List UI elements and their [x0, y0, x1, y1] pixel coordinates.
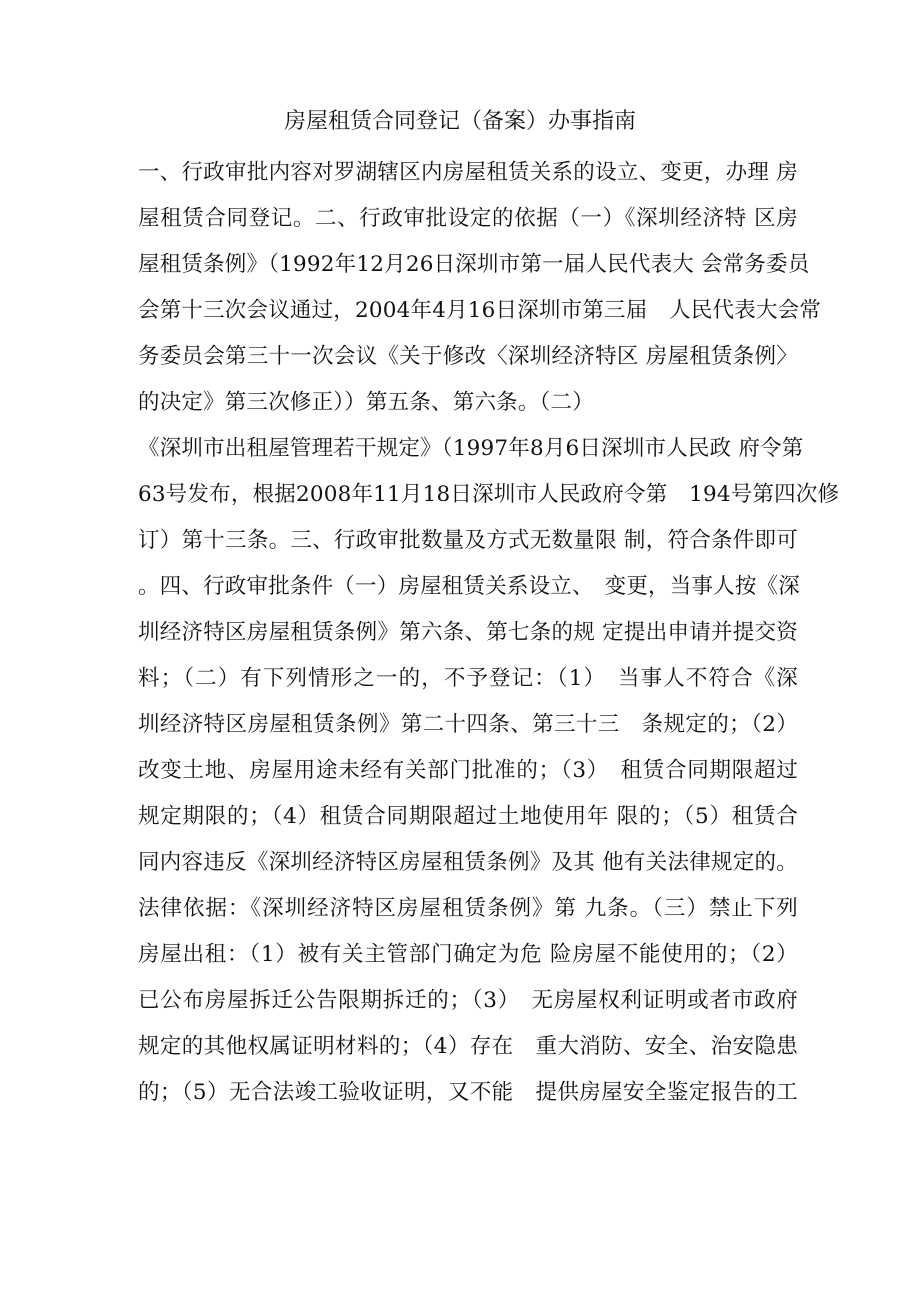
body-line: 屋租赁合同登记。二、行政审批设定的依据（一）《深圳经济特 区房 [138, 206, 798, 231]
body-line: 已公布房屋拆迁公告限期拆迁的；（3） 无房屋权利证明或者市政府 [138, 988, 798, 1013]
body-line: 圳经济特区房屋租赁条例》第六条、第七条的规 定提出申请并提交资 [138, 620, 798, 645]
body-line: 法律依据：《深圳经济特区房屋租赁条例》第 九条。（三）禁止下列 [138, 896, 798, 921]
body-line: 规定期限的；（4）租赁合同期限超过土地使用年 限的；（5）租赁合 [138, 804, 798, 829]
body-line: 《深圳市出租屋管理若干规定》（1997年8月6日深圳市人民政 府令第 [138, 436, 804, 461]
body-line: 房屋出租：（1）被有关主管部门确定为危 险房屋不能使用的；（2） [138, 942, 798, 967]
body-line: 务委员会第三十一次会议《关于修改〈深圳经济特区 房屋租赁条例〉 [138, 344, 798, 369]
body-line: 会第十三次会议通过，2004年4月16日深圳市第三届 人民代表大会常 [138, 298, 822, 323]
document-body [138, 150, 840, 1116]
body-line: 的；（5）无合法竣工验收证明，又不能 提供房屋安全鉴定报告的工 [138, 1080, 798, 1105]
body-line: 的决定》第三次修正））第五条、第六条。（二） [138, 390, 594, 415]
body-line: 63号发布，根据2008年11月18日深圳市人民政府令第 194号第四次修 [138, 482, 840, 507]
body-line: 屋租赁条例》（1992年12月26日深圳市第一届人民代表大 会常务委员 [138, 252, 810, 277]
body-line: 圳经济特区房屋租赁条例》第二十四条、第三十三 条规定的；（2） [138, 712, 798, 737]
body-line: 订）第十三条。三、行政审批数量及方式无数量限 制，符合条件即可 [138, 528, 798, 553]
body-line: 同内容违反《深圳经济特区房屋租赁条例》及其 他有关法律规定的。 [138, 850, 798, 875]
body-line: 料；（二）有下列情形之一的，不予登记：（1） 当事人不符合《深 [138, 666, 798, 691]
document-title: 房屋租赁合同登记（备案）办事指南 [283, 109, 636, 134]
body-line: 一、行政审批内容对罗湖辖区内房屋租赁关系的设立、变更，办理 房 [138, 160, 798, 185]
body-line: 。四、行政审批条件（一）房屋租赁关系设立、 变更，当事人按《深 [138, 574, 800, 599]
body-line: 改变土地、房屋用途未经有关部门批准的；（3） 租赁合同期限超过 [138, 758, 798, 783]
body-line: 规定的其他权属证明材料的；（4）存在 重大消防、安全、治安隐患 [138, 1034, 798, 1059]
